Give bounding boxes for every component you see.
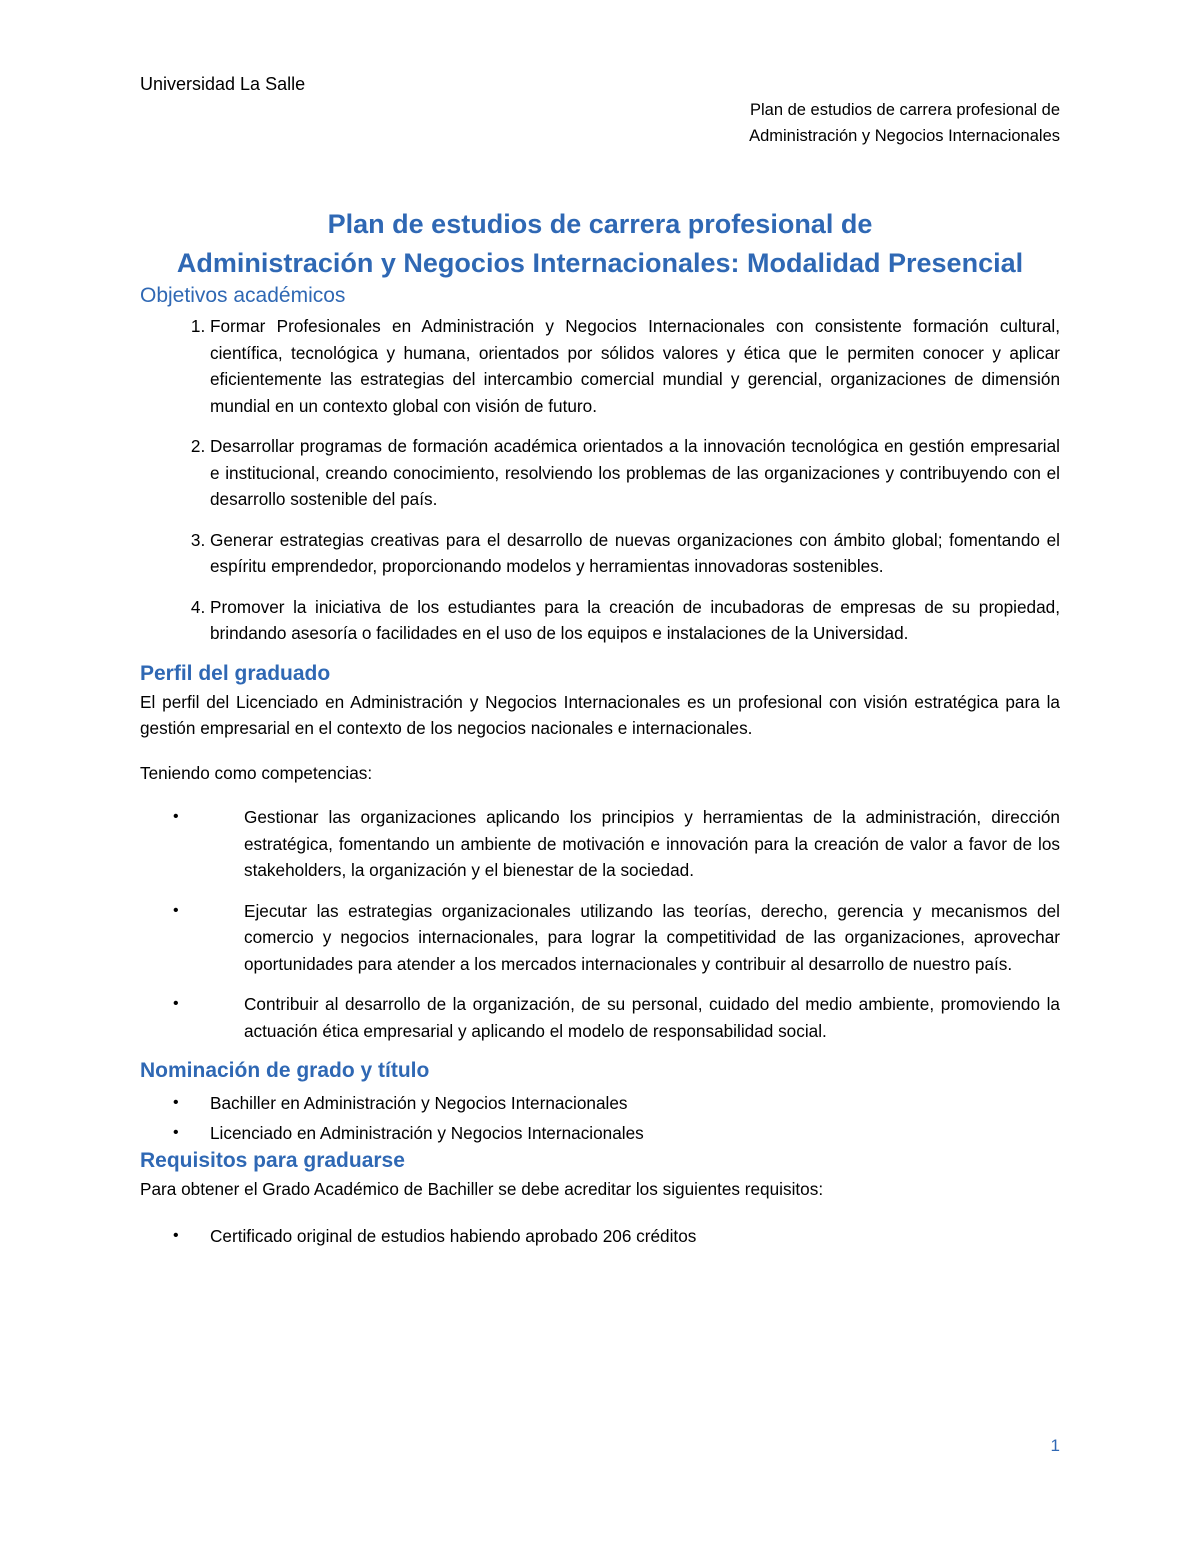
section-heading-nominacion: Nominación de grado y título [140,1059,430,1082]
bullet-icon: • [173,1226,179,1244]
competencia-item [140,898,1060,978]
bullet-icon: • [173,901,179,919]
objetivo-item: 1. Formar Profesionales en Administración y Negocios Internacionales con consistente formación cultural, científica, tecnológica y humana, orientados por sólidos valores y ética que le permiten conocer y aplicar eficientemente las estrategias del intercambio comercial mundial y gerencial, organizaciones de dimensión mundial en un contexto global con visión de futuro. [210,313,1060,419]
competencia-item [140,991,1060,1044]
competencia-text: Gestionar las organizaciones aplicando los principios y herramientas de la administración, dirección estratégica, fomentando un ambiente de motivación e innovación para la creación de valor a favor de los stakeholders, la organización y el bienestar de la sociedad. [244,807,1060,880]
header-institution: Universidad La Salle [140,74,306,94]
document-body [140,205,1060,1251]
nominacion-item [140,1088,1060,1118]
document-title-line-1: Plan de estudios de carrera profesional de [327,209,873,239]
objetivo-item: 4. Promover la iniciativa de los estudiantes para la creación de incubadoras de empresas de su propiedad, brindando asesoría o facilidades en el uso de los equipos e instalaciones de la Universidad. [210,594,1060,647]
objetivos-list [140,313,1060,647]
nominacion-text: Bachiller en Administración y Negocios Internacionales [210,1093,628,1113]
bullet-icon: • [173,1124,179,1141]
objetivo-item: 3. Generar estrategias creativas para el desarrollo de nuevas organizaciones con ámbito global; fomentando el espíritu emprendedor, proporcionando modelos y herramientas innovadoras sostenibles. [210,527,1060,580]
nominacion-text: Licenciado en Administración y Negocios Internacionales [210,1123,644,1143]
requisito-text: Certificado original de estudios habiendo aprobado 206 créditos [210,1225,697,1246]
requisito-item [140,1221,1060,1251]
requisitos-list [140,1221,1060,1251]
section-heading-perfil: Perfil del graduado [140,661,331,685]
section-heading-requisitos: Requisitos para graduarse [140,1149,405,1172]
bullet-icon: • [173,995,179,1012]
competencia-text: Contribuir al desarrollo de la organización, de su personal, cuidado del medio ambiente, promoviendo la actuación ética empresarial y aplicando el modelo de responsabilidad social. [244,994,1060,1041]
perfil-intro: El perfil del Licenciado en Administración y Negocios Internacionales es un profesional con visión estratégica para la gestión empresarial en el contexto de los negocios nacionales e internacionales. [140,691,1060,738]
document-title-line-2: Administración y Negocios Internacionales: Modalidad Presencial [176,248,1024,278]
requisitos-intro: Para obtener el Grado Académico de Bachiller se debe acreditar los siguientes requisitos: [140,1179,824,1199]
header-title-line-1: Plan de estudios de carrera profesional de [749,101,1060,119]
competencia-text: Ejecutar las estrategias organizacionales utilizando las teorías, derecho, gerencia y mecanismos del comercio y negocios internacionales, para lograr la competitividad de las organizaciones, aprovechar oportunidades para atender a los mercados internacionales y contribuir al desarrollo de nuestro país. [244,900,1060,974]
header-title-line-2: Administración y Negocios Internacionales [749,127,1060,145]
objetivo-item: 2. Desarrollar programas de formación académica orientados a la innovación tecnológica en gestión empresarial e institucional, creando conocimiento, resolviendo los problemas de las organizaciones y contribuyendo con el desarrollo sostenible del país. [210,433,1060,513]
document-title [140,205,1060,283]
bullet-icon: • [173,808,179,825]
nominacion-item [140,1118,1060,1148]
page-number: 1 [1050,1436,1060,1455]
nominacion-list [140,1088,1060,1148]
competencia-item [140,804,1060,884]
competencias-label: Teniendo como competencias: [140,762,373,783]
bullet-icon: • [173,1094,179,1111]
header-document-title [749,97,1060,149]
competencias-list [140,804,1060,1044]
section-heading-objetivos: Objetivos académicos [140,284,346,307]
